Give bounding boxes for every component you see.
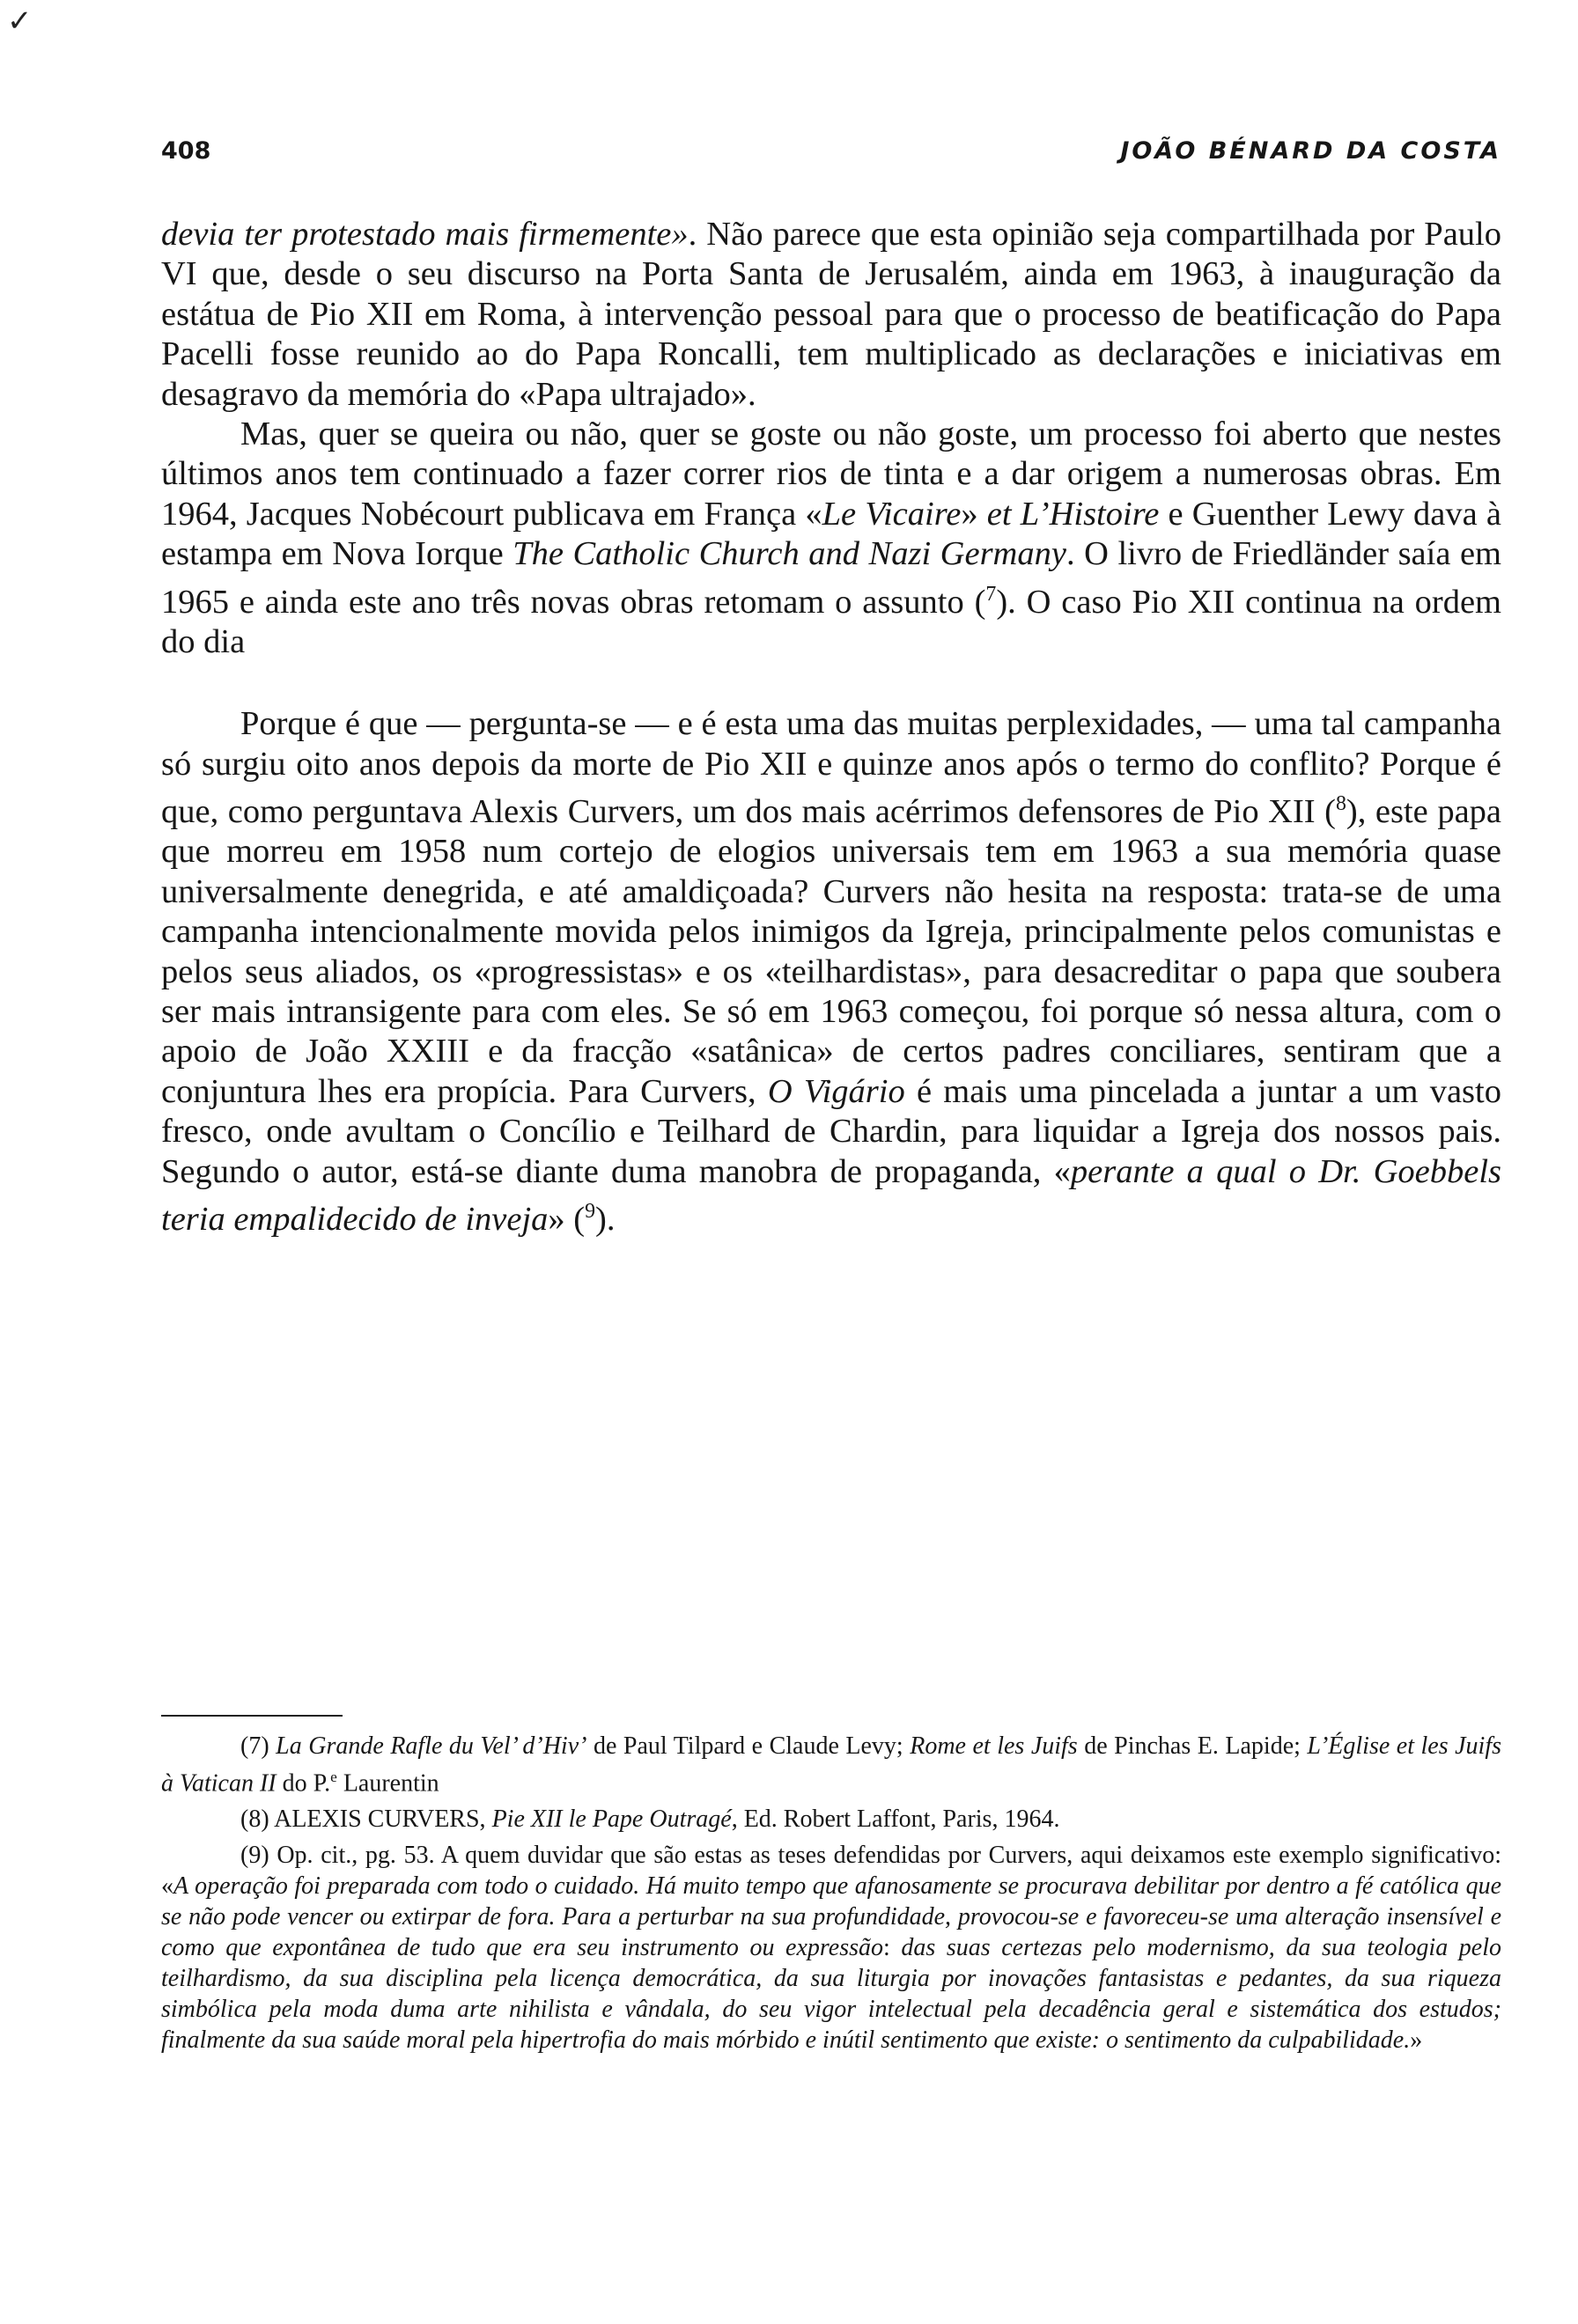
footnote-separator	[161, 1715, 343, 1717]
text-run: (8) ALEXIS CURVERS,	[240, 1806, 492, 1834]
text-run: » (	[548, 1200, 586, 1238]
italic-text: O Vigário	[767, 1072, 905, 1110]
footnotes	[161, 1731, 1501, 2061]
page-number: 408	[161, 137, 211, 165]
paragraph	[161, 215, 1501, 415]
footnote-reference: 7	[985, 582, 997, 606]
paragraph	[161, 415, 1501, 662]
italic-text: The Catholic Church and Nazi Germany	[512, 535, 1066, 573]
text-run: »	[1410, 2026, 1423, 2055]
italic-text: das suas certezas pelo modernismo, da sua teologia pelo teilhardismo, da sua disciplina pela licença democrática, da sua liturgia por inovações fantasistas e pedantes, da sua riqueza simbólica pela moda duma arte nihilista e vândala, do seu vigor intelectual pela decadência geral e sistemática dos estudos; finalmente da sua saúde moral pela hipertrofia do mais mórbido e inútil sentimento que existe: o sentimento da culpabilidade.	[161, 1934, 1501, 2055]
text-run: . Não parece que esta opinião seja compartilhada por Paulo VI que, desde o seu discurso na Porta Santa de Jerusalém, ainda em 1963, à inauguração da estátua de Pio XII em Roma, à intervenção pessoal para que o processo de beatificação do Papa Pacelli fosse reunido ao do Papa Roncalli, tem multiplicado as declarações e iniciativas em desagravo da memória do «Papa ultrajado».	[161, 216, 1501, 413]
footnote	[161, 1840, 1501, 2056]
italic-text: La Grande Rafle du Vel’ d’Hiv’	[276, 1732, 587, 1760]
italic-text: L’Église et les Juifs à Vatican II	[161, 1732, 1501, 1798]
text-run: »	[961, 495, 987, 533]
margin-check-mark: ✓	[7, 5, 33, 38]
text-run: e Guenther Lewy dava à estampa em Nova Iorque	[161, 495, 1502, 573]
running-head: JOÃO BÉNARD DA COSTA	[1120, 137, 1501, 165]
text-run: Mas, quer se queira ou não, quer se goste ou não goste, um processo foi aberto que nestes últimos anos tem continuado a fazer correr rios de tinta e a dar origem a numerosas obras. Em 1964, Jacques Nobécourt publicava em França «	[161, 416, 1501, 533]
footnote-reference: 9	[585, 1200, 596, 1223]
page-header	[161, 137, 1501, 176]
text-run: (9) Op. cit., pg. 53. A quem duvidar que são estas as teses defendidas por Curvers, aqui deixamos este exemplo significativo: «	[161, 1842, 1501, 1901]
text-run: , Ed. Robert Laffont, Paris, 1964.	[731, 1806, 1060, 1834]
text-run: de Pinchas E. Lapide;	[1077, 1732, 1308, 1760]
text-run: . O livro de Friedländer saía em 1965 e ainda este ano três novas obras retomam o assunto (	[161, 535, 1502, 621]
footnote-reference: e	[330, 1769, 337, 1785]
italic-text: Pie XII le Pape Outragé	[491, 1806, 732, 1834]
text-run: é mais uma pincelada a juntar a um vasto fresco, onde avultam o Concílio e Teilhard de Chardin, para liquidar a Igreja dos nossos pais. Segundo o autor, está-se diante duma manobra de propaganda, «	[161, 1072, 1501, 1190]
text-run: Porque é que — pergunta-se — e é esta uma das muitas perplexidades, — uma tal campanha só surgiu oito anos depois da morte de Pio XII e quinze anos após o termo do conflito? Porque é que, como perguntava Alexis Curvers, um dos mais acérrimos defensores de Pio XII (	[161, 705, 1501, 830]
paragraph	[161, 704, 1501, 1239]
italic-text: Rome et les Juifs	[910, 1732, 1078, 1760]
italic-text: perante a qual o Dr. Goebbels teria empalidecido de inveja	[161, 1152, 1501, 1238]
main-text	[161, 215, 1501, 1239]
italic-text: Le Vicaire	[822, 495, 962, 533]
text-run: (7)	[240, 1732, 277, 1760]
italic-text: A operação foi preparada com todo o cuidado. Há muito tempo que afanosamente se procurava debilitar por dentro a fé católica que se não pode vencer ou extirpar de fora. Para a perturbar na sua profundidade, provocou-se e favoreceu-se uma alteração insensível e como que expontânea de tudo que era seu instrumento ou expressão	[161, 1872, 1501, 1962]
italic-text: et L’Histoire	[986, 495, 1160, 533]
text-run: :	[882, 1934, 902, 1962]
italic-text: devia ter protestado mais firmemente»	[161, 216, 689, 253]
text-run: do P.	[276, 1769, 331, 1798]
text-run: ), este papa que morreu em 1958 num cortejo de elogios universais tem em 1963 a sua memória quase universalmente denegrida, e até amaldiçoada? Curvers não hesita na resposta: trata-se de uma campanha intencionalmente movida pelos inimigos da Igreja, principalmente pelos comunistas e pelos seus aliados, os «progressistas» e os «teilhardistas», para desacreditar o papa que soubera ser mais intransigente para com eles. Se só em 1963 começou, foi porque só nessa altura, com o apoio de João XXIII e da fracção «satânica» de certos padres conciliares, sentiram que a conjuntura lhes era propícia. Para Curvers,	[161, 792, 1501, 1110]
footnote	[161, 1731, 1501, 1798]
text-run: ).	[595, 1200, 616, 1238]
text-run: de Paul Tilpard e Claude Levy;	[586, 1732, 911, 1760]
text-run: ). O caso Pio XII continua na ordem do dia	[161, 583, 1501, 660]
footnote-reference: 8	[1335, 792, 1346, 816]
footnote	[161, 1804, 1501, 1835]
text-run: Laurentin	[336, 1769, 439, 1798]
